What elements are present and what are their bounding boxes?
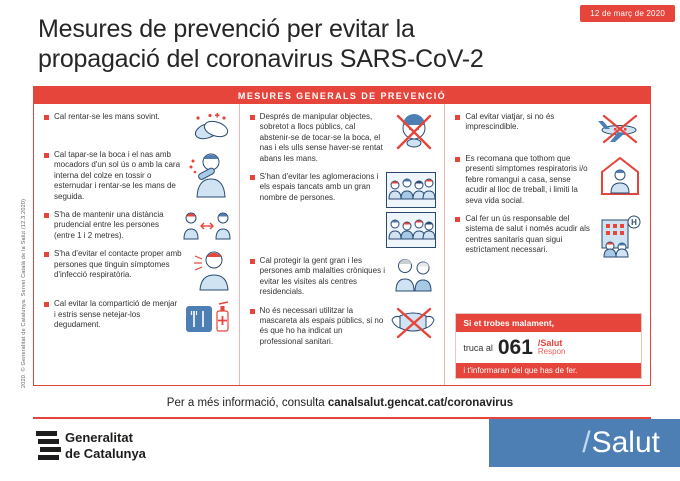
- prevention-item: [44, 112, 231, 142]
- item-text: Cal protegir la gent gran i les persones amb malalties cròniques i evitar les visites als centres residencials.: [259, 255, 386, 297]
- emergency-header: Si et trobes malament,: [456, 314, 641, 332]
- generalitat-bars-icon: [36, 431, 57, 460]
- bullet-square: [44, 115, 49, 120]
- emergency-phone-number: 061: [497, 336, 533, 359]
- date-badge: 12 de març de 2020: [580, 5, 675, 22]
- respon-brand-text: Respon: [537, 347, 566, 357]
- health-centre-icon: [594, 214, 642, 258]
- prevention-item: [44, 150, 231, 202]
- no-touch-face-icon: [392, 112, 436, 152]
- salut-brand-text: /Salut: [537, 337, 563, 348]
- emergency-call-box: [455, 313, 642, 379]
- bullet-square: [44, 252, 49, 257]
- item-text: Cal tapar-se la boca i el nas amb mocadors d'un sol ús o amb la cara interna del colze en tossir o esternudar i rentar-se les mans de seguida.: [54, 150, 181, 201]
- generalitat-line2: de Catalunya: [65, 446, 146, 462]
- salut-name: Salut: [591, 426, 660, 459]
- item-text: S'ha de mantenir una distància prudencial entre les persones (entre 1 i 2 metres).: [54, 209, 164, 240]
- page-title-line1: Mesures de prevenció per evitar la: [38, 15, 415, 43]
- emergency-call-row: [456, 332, 641, 363]
- bullet-square: [455, 115, 460, 120]
- emergency-footer: i t'informaran del que has de fer.: [456, 363, 641, 378]
- crowd-icon: [386, 172, 436, 248]
- item-text: Cal rentar-se les mans sovint.: [54, 112, 160, 121]
- column-3: [444, 104, 650, 385]
- prevention-item: [250, 256, 437, 298]
- bullet-square: [44, 153, 49, 158]
- bullet-square: [250, 259, 255, 264]
- bullet-square: [250, 175, 255, 180]
- prevention-item: [250, 172, 437, 248]
- prevention-item: [44, 299, 231, 335]
- bullet-square: [455, 157, 460, 162]
- prevention-item: [455, 214, 642, 258]
- salut-brand-box: [489, 419, 680, 467]
- columns: [34, 104, 650, 385]
- keep-distance-icon: [183, 210, 231, 240]
- stay-home-icon: [598, 154, 642, 196]
- utensils-sanitizer-icon: [185, 299, 231, 335]
- bullet-square: [44, 213, 49, 218]
- no-travel-icon: [594, 112, 642, 146]
- coronavirus-url[interactable]: canalsalut.gencat.cat/coronavirus: [327, 397, 514, 409]
- hospital-h-sign: H: [631, 217, 637, 227]
- salut-respon-brand: [538, 339, 566, 357]
- more-info-line: [0, 397, 680, 409]
- generalitat-line1: Generalitat: [65, 430, 133, 445]
- bullet-square: [250, 309, 255, 314]
- prevention-item: [44, 249, 231, 291]
- column-1: [34, 104, 239, 385]
- prevention-item: [455, 112, 642, 146]
- sneeze-elbow-icon: [187, 150, 231, 198]
- bullet-square: [250, 115, 255, 120]
- bullet-square: [44, 302, 49, 307]
- salut-slash: /: [582, 426, 591, 459]
- item-text: Després de manipular objectes, sobretot a llocs públics, cal abstenir-se de tocar-se la boca, el nas i els ulls sense haver-se rentat abans les mans.: [259, 112, 383, 163]
- item-text: S'ha d'evitar el contacte proper amb persones que tinguin símptomes d'infecció respiratòria.: [54, 249, 182, 279]
- page-title: [38, 14, 484, 74]
- item-text: Cal fer un ús responsable del sistema de salut i només acudir als centres sanitaris quan sigui estrictament necessari.: [465, 213, 590, 255]
- more-info-prefix: Per a més informació, consulta: [166, 397, 328, 409]
- item-text: Es recomana que tothom que presenti símptomes respiratoris i/o febre romangui a casa, sense acudir al lloc de treball, i limiti la seva vida social.: [465, 154, 588, 205]
- prevention-item: [44, 210, 231, 241]
- prevention-item: [455, 154, 642, 206]
- copyright-vertical-note: 2020. © Generalitat de Catalunya. Servei Català de la Salut (12.3.2020): [21, 198, 27, 388]
- box-header: MESURES GENERALS DE PREVENCIÓ: [34, 87, 650, 104]
- column-2: [239, 104, 445, 385]
- no-mask-icon: [390, 306, 436, 340]
- item-text: Cal evitar la compartició de menjar i estris sense netejar-los degudament.: [54, 299, 178, 329]
- wash-hands-icon: [191, 112, 231, 142]
- bullet-square: [455, 217, 460, 222]
- prevention-item: [250, 112, 437, 164]
- elderly-icon: [392, 256, 436, 292]
- call-prefix: truca al: [463, 342, 493, 353]
- item-text: Cal evitar viatjar, si no és imprescindible.: [465, 112, 555, 132]
- cough-person-icon: [191, 249, 231, 291]
- item-text: No és necessari utilitzar la mascareta als espais públics, si no és que ho ha indicat un professional sanitari.: [259, 305, 384, 346]
- prevention-measures-box: [33, 86, 651, 386]
- item-text: S'han d'evitar les aglomeracions i els espais tancats amb un gran nombre de persones.: [259, 171, 379, 202]
- page-title-line2: propagació del coronavirus SARS-CoV-2: [38, 45, 484, 73]
- generalitat-logo: [36, 427, 146, 463]
- generalitat-logo-text: [65, 427, 146, 463]
- prevention-item: [250, 306, 437, 348]
